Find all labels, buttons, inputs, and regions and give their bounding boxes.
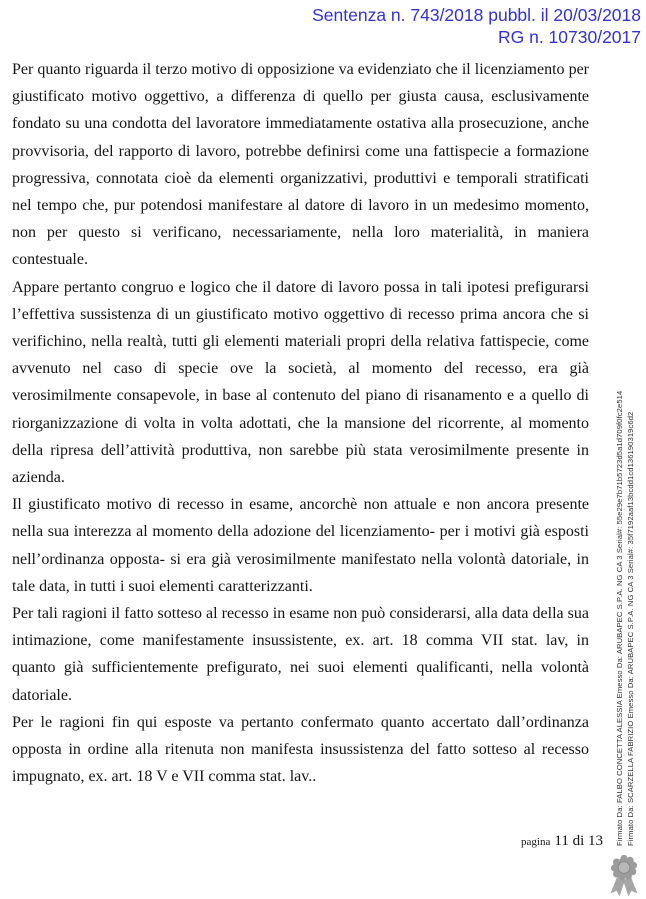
sentenza-header-line: Sentenza n. 743/2018 pubbl. il 20/03/2018 bbox=[312, 5, 641, 25]
body-paragraph: Il giustificato motivo di recesso in esame, ancorchè non attuale e non ancora presente nella sua interezza al momento della adozione del licenziamento- per i motivi già esposti nell’ordinanza opposta- si era già verosimilmente manifestato nella volontà datoriale, in tale data, in tutti i suoi elementi caratterizzanti. bbox=[12, 496, 589, 595]
body-paragraph: Per quanto riguarda il terzo motivo di opposizione va evidenziato che il licenziamento per giustificato motivo oggettivo, a differenza di quello per giusta causa, esclusivamente fondato su una condotta del lavoratore immediatamente ostativa alla prosecuzione, anche provvisoria, del rapporto di lavoro, potrebbe definirsi come una fattispecie a formazione progressiva, connotata cioè da elementi organizzativi, produttivi e temporali stratificati nel tempo che, pur potendosi manifestare al datore di lavoro in un medesimo momento, non per questo si verificano, necessariamente, nella loro materialità, in maniera contestuale. bbox=[12, 61, 589, 269]
body-paragraph: Per tali ragioni il fatto sotteso al recesso in esame non può considerarsi, alla data della sua intimazione, come manifestamente insussistente, ex. art. 18 comma VII stat. lav, in quanto già sufficientemente prefigurato, nei suoi elementi qualificanti, nella volontà datoriale. bbox=[12, 605, 589, 704]
document-header bbox=[312, 4, 641, 48]
rosette-seal-icon bbox=[604, 852, 644, 898]
page-number-value: 11 di 13 bbox=[554, 833, 603, 849]
signature-line-scarzella: Firmato Da: SCARZELLA FABRIZIO Emesso Da: ARUBAPEC S.P.A. NG CA 3 Serial#: 35f7192aaf13bcdd1cd136190319c6d2 bbox=[625, 411, 635, 846]
document-body bbox=[12, 56, 589, 790]
page-number-label: pagina bbox=[521, 836, 551, 848]
body-paragraph: Per le ragioni fin qui esposte va pertanto confermato quanto accertato dall’ordinanza opposta in ordine alla ritenuta non manifesta insussistenza del fatto sotteso al recesso impugnato, ex. art. 18 V e VII comma stat. lav.. bbox=[12, 713, 589, 786]
page-number bbox=[521, 832, 603, 850]
body-paragraph: Appare pertanto congruo e logico che il datore di lavoro possa in tali ipotesi prefigurarsi l’effettiva sussistenza di un giustificato motivo oggettivo di recesso prima ancora che si verifichino, nella realtà, tutti gli elementi materiali propri della relativa fattispecie, come avvenuto nel caso di specie ove la società, al momento del recesso, era già verosimilmente consapevole, in base al contenuto del piano di risanamento e a quello di riorganizzazione di volta in volta adottati, che la mansione del ricorrente, al momento della ripresa dell’attività produttiva, non sarebbe più stata verosimilmente presente in azienda. bbox=[12, 278, 589, 487]
digital-signature-stamp bbox=[615, 376, 636, 846]
signature-line-falbo: Firmato Da: FALBO CONCETTA ALESSIA Emesso Da: ARUBAPEC S.P.A. NG CA 3 Serial#: 55e29e7b71b5723d5a1d709f0fc2e514 bbox=[615, 390, 624, 846]
rg-header-line: RG n. 10730/2017 bbox=[497, 27, 641, 47]
